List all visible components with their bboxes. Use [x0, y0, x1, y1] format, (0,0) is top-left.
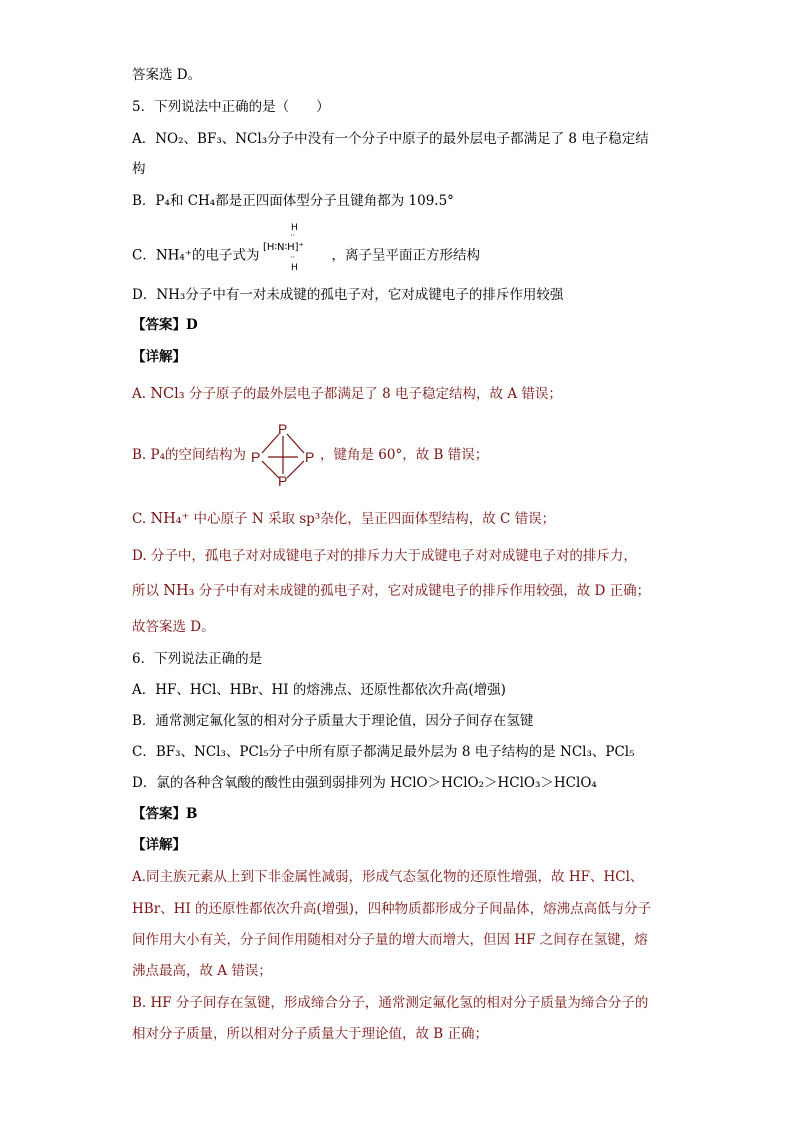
top-dots: ·· [290, 231, 296, 240]
nh3-formula: NH₃ [163, 583, 195, 599]
nh4-formula: NH₄⁺ [150, 511, 190, 527]
q5-explain-a-prefix: A. [132, 386, 147, 402]
q4-answer-end: 答案选 D。 [132, 67, 202, 83]
q6-answer: 【答案】B [132, 806, 198, 822]
h-bottom-label: H [291, 263, 299, 273]
q6-explain-b-line1: B. HF 分子间存在氢键，形成缔合分子，通常测定氟化氢的相对分子质量为缔合分子的 [132, 995, 649, 1011]
q5-explain-d-line2 [132, 582, 650, 600]
p4-atom-bottom: P [278, 473, 288, 486]
q5-explain-a-suffix: 分子原子的最外层电子都满足了 8 电子稳定结构，故 A 错误； [188, 386, 562, 402]
q5-answer: 【答案】D [132, 317, 198, 333]
p4-bond [287, 461, 304, 478]
p4-structure-diagram [250, 420, 316, 486]
q5-explain-d-prefix: 所以 [132, 583, 159, 599]
q6-explain-b-line2: 相对分子质量，所以相对分子质量大于理论值，故 B 正确； [132, 1026, 489, 1042]
q5-conclusion: 故答案选 D。 [132, 619, 215, 635]
q5-explain-c-suffix: 中心原子 N 采取 sp³杂化，呈正四面体型结构，故 C 错误； [193, 511, 556, 527]
q6-option-a: A．HF、HCl、HBr、HI 的熔沸点、还原性都依次升高(增强) [132, 682, 506, 698]
p4-atom-right: P [305, 449, 315, 465]
p4-bond [262, 434, 279, 453]
q5-explain-b-suffix: ，键角是 60°，故 B 错误； [320, 447, 489, 463]
q5-option-d: D．NH₃分子中有一对未成键的孤电子对，它对成键电子的排斥作用较强 [132, 287, 564, 303]
q5-explain-d-line1: D. 分子中，孤电子对对成键电子对的排斥力大于成键电子对对成键电子对的排斥力， [132, 548, 637, 564]
p4-atom-left: P [251, 449, 261, 465]
q5-explain-c-prefix: C. [132, 511, 147, 527]
q5-explain-c [132, 510, 555, 528]
nh4-center-formula: [H∶N∶H]⁺ [263, 242, 305, 253]
q5-option-c-prefix: C．NH₄⁺的电子式为 [132, 247, 260, 264]
q5-stem: 5．下列说法中正确的是（ ） [132, 99, 330, 115]
p4-bond [262, 461, 279, 478]
ncl3-formula: NCl₃ [150, 386, 185, 402]
q5-detail-title: 【详解】 [132, 349, 186, 365]
q5-option-c-suffix: ，离子呈平面正方形结构 [331, 247, 480, 264]
q6-detail-title: 【详解】 [132, 837, 186, 853]
q6-option-c: C．BF₃、NCl₃、PCl₅分子中所有原子都满足最外层为 8 电子结构的是 NCl₃、PCl₅ [132, 744, 635, 760]
q5-option-c [132, 223, 480, 274]
q6-stem: 6．下列说法正确的是 [132, 651, 263, 667]
bottom-dots: ·· [290, 253, 296, 262]
ammonium-electron-formula [261, 223, 329, 274]
q5-option-b: B．P₄和 CH₄都是正四面体型分子且键角都为 109.5° [132, 193, 454, 209]
q6-option-b: B．通常测定氟化氢的相对分子质量大于理论值，因分子间存在氢键 [132, 713, 534, 729]
p4-bond [287, 434, 304, 453]
p4-atom-top: P [278, 421, 288, 437]
q6-explain-a-line2: HBr、HI 的还原性都依次升高(增强)，四种物质都形成分子间晶体，熔沸点高低与分子 [132, 901, 652, 917]
h-top-label: H [291, 223, 299, 233]
q5-explain-b-prefix: B. P₄的空间结构为 [132, 447, 246, 463]
q5-explain-a [132, 385, 562, 403]
q5-option-a-line1: A．NO₂、BF₃、NCl₃分子中没有一个分子中原子的最外层电子都满足了 8 电子稳定结 [132, 131, 649, 147]
q6-option-d: D．氯的各种含氧酸的酸性由强到弱排列为 HClO＞HClO₂＞HClO₃＞HClO₄ [132, 775, 597, 791]
q6-explain-a-line3: 间作用大小有关，分子间作用随相对分子量的增大而增大，但因 HF 之间存在氢键，熔 [132, 932, 648, 948]
q5-explain-d-suffix: 分子中有对未成键的孤电子对，它对成键电子的排斥作用较强，故 D 正确； [198, 583, 651, 599]
q6-explain-a-line1: A.同主族元素从上到下非金属性减弱，形成气态氢化物的还原性增强，故 HF、HCl、 [132, 869, 644, 885]
q5-option-a-line2: 构 [132, 161, 146, 177]
q6-explain-a-line4: 沸点最高，故 A 错误； [132, 963, 272, 979]
